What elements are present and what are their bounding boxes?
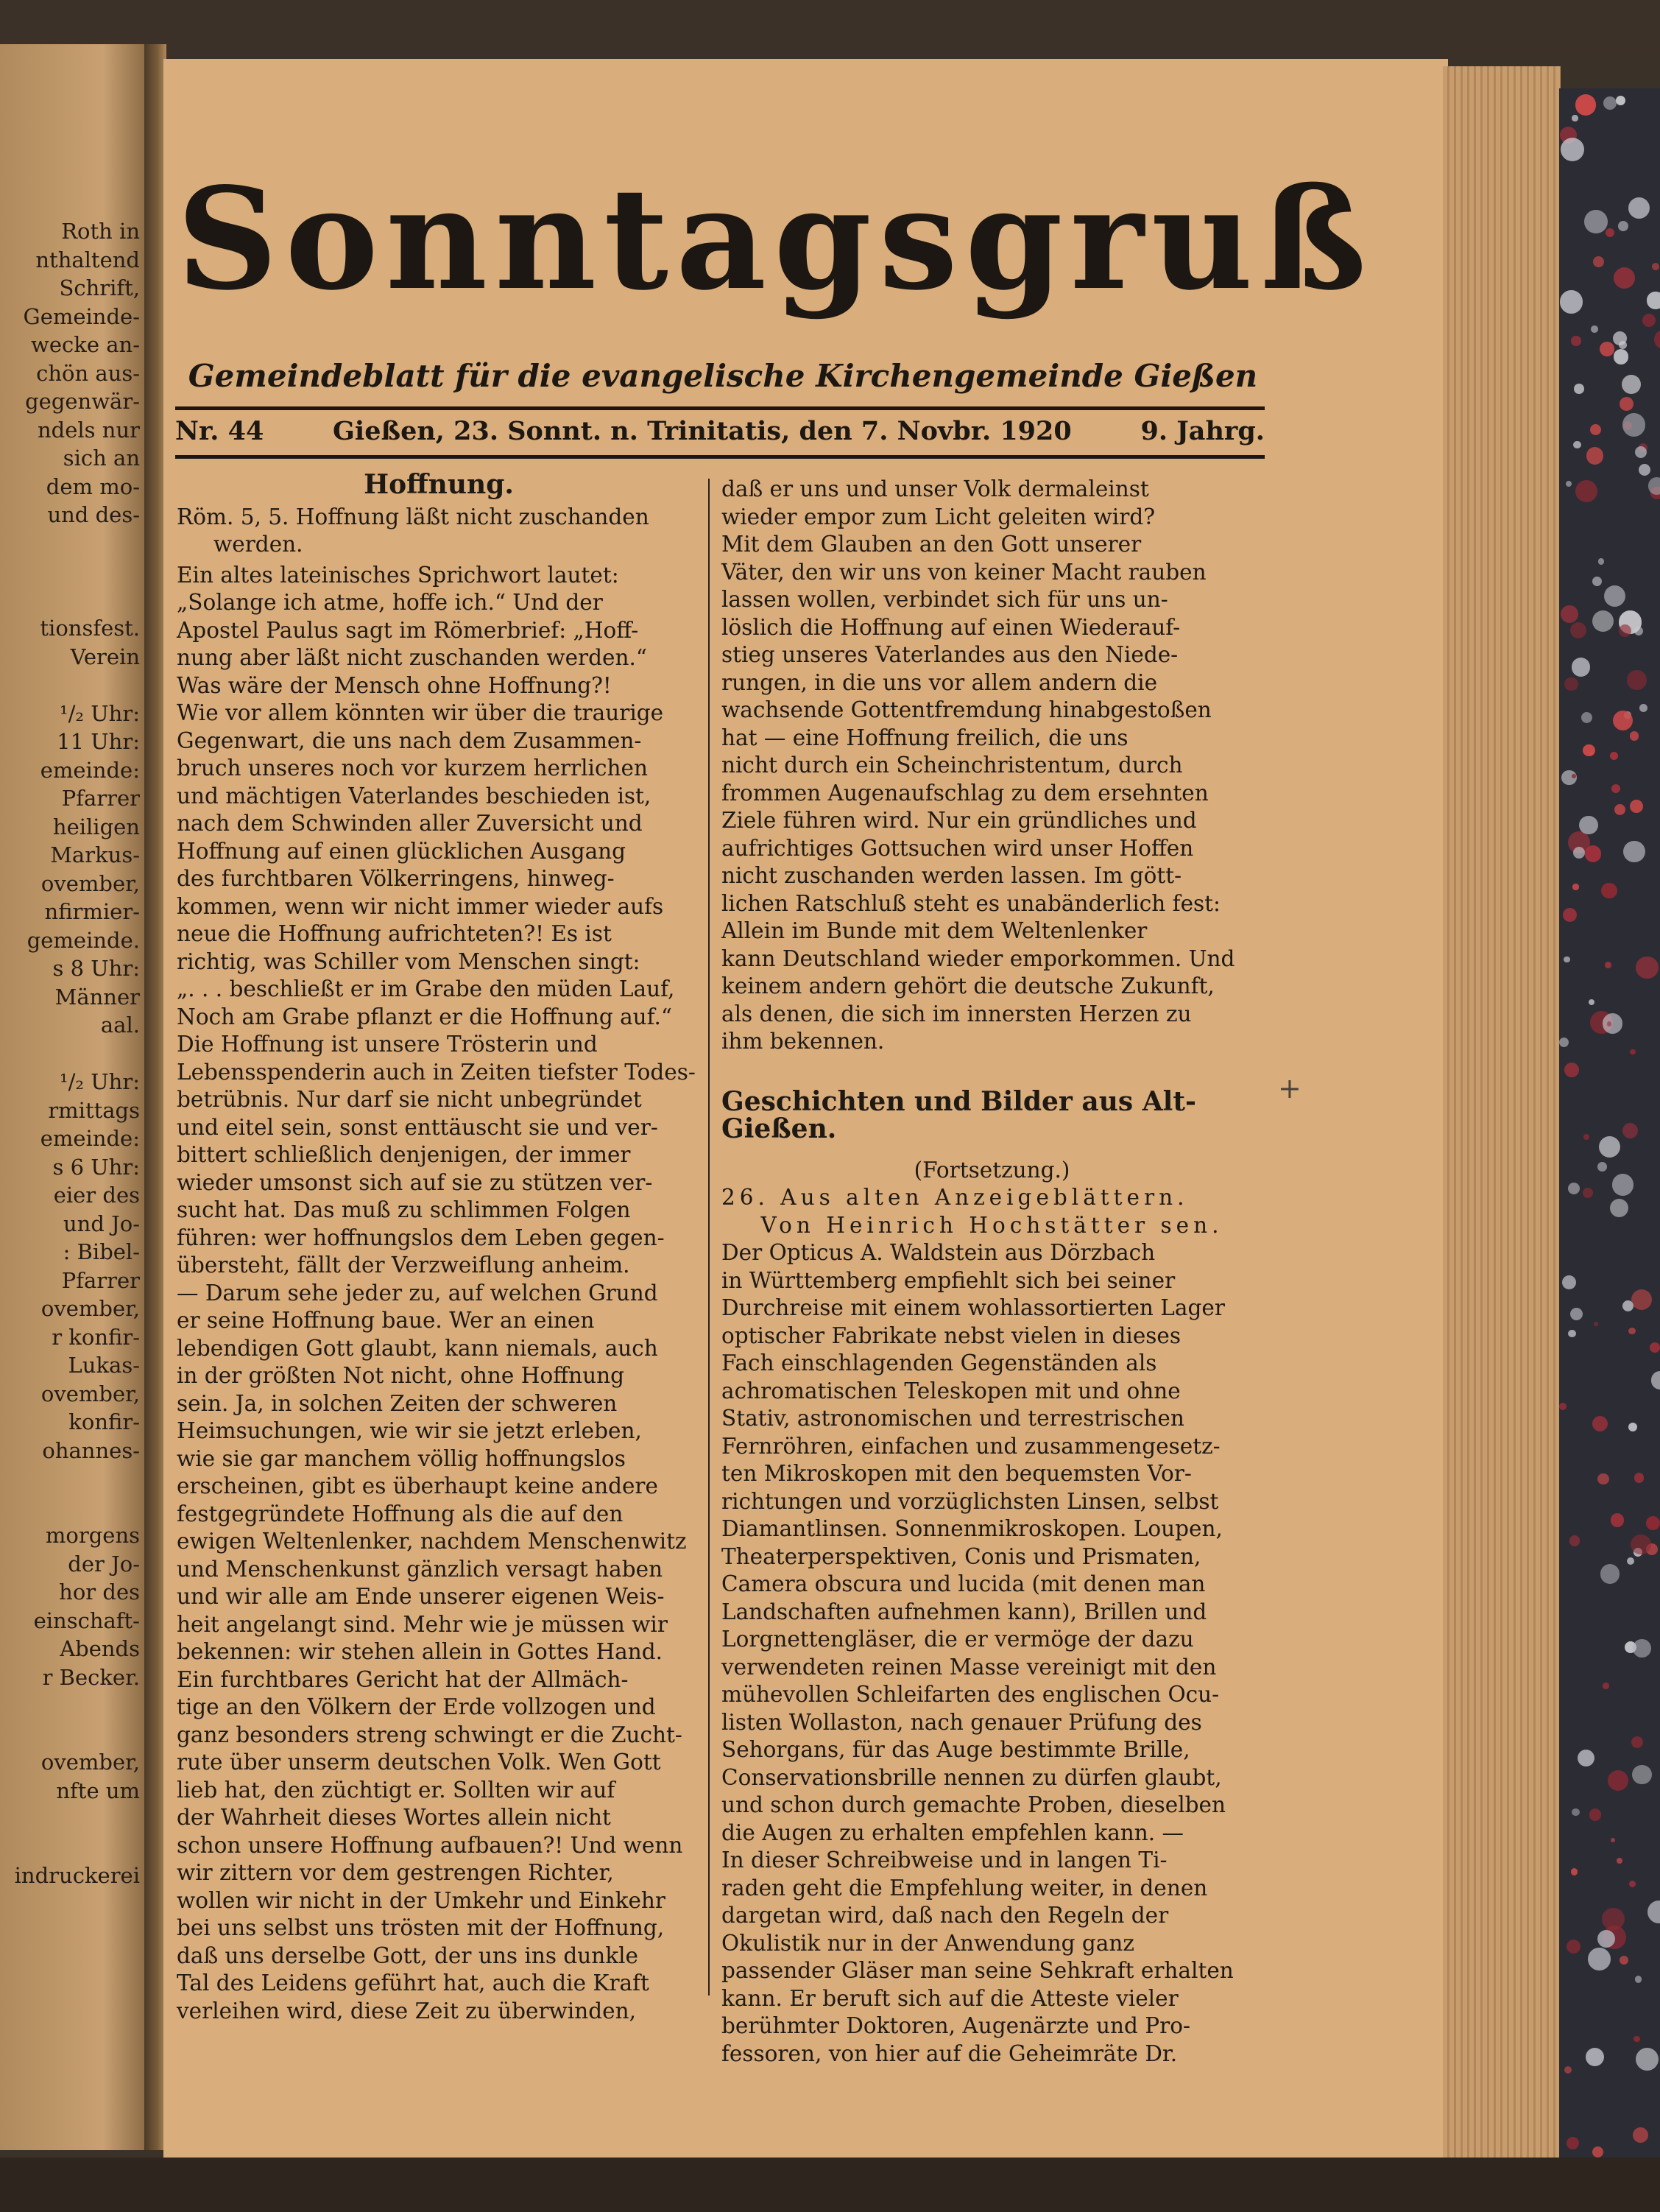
marble-spot — [1631, 1535, 1651, 1555]
marble-spot — [1627, 670, 1647, 690]
article-body-hoffnung — [177, 562, 701, 2026]
marble-spot — [1594, 1322, 1598, 1326]
marble-spot — [1581, 712, 1592, 723]
left-page-text-fragment: gemeinde. — [27, 927, 140, 953]
text-line: wir zittern vor dem gestrengen Richter, — [177, 1860, 614, 1885]
marble-spot — [1619, 624, 1631, 637]
left-page-text-fragment: rmittags — [48, 1097, 140, 1123]
left-facing-page — [0, 44, 147, 2150]
marble-spot — [1583, 1134, 1589, 1139]
marble-spot — [1572, 1808, 1579, 1816]
marble-spot — [1604, 585, 1625, 607]
scan-background-top — [0, 0, 1660, 59]
text-line: lichen Ratschluß steht es unabänderlich fest: — [721, 890, 1221, 916]
left-page-text-fragment: tionsfest. — [40, 616, 140, 641]
verse-line: werden. — [213, 532, 303, 557]
text-line: sucht hat. Das muß zu schlimmen Folgen — [177, 1197, 631, 1222]
marble-spot — [1602, 1908, 1624, 1930]
text-line: Fach einschlagenden Gegenständen als — [721, 1350, 1157, 1376]
marble-spot — [1639, 464, 1650, 476]
marble-spot — [1633, 2127, 1648, 2143]
text-line: er seine Hoffnung baue. Wer an einen — [177, 1308, 595, 1333]
text-line: nach dem Schwinden aller Zuversicht und — [177, 811, 643, 836]
left-page-text-fragment: 11 Uhr: — [57, 729, 140, 754]
marble-spot — [1592, 610, 1614, 632]
text-line: der Wahrheit dieses Wortes allein nicht — [177, 1805, 611, 1830]
text-line: Die Hoffnung ist unsere Trösterin und — [177, 1032, 598, 1057]
text-line: fessoren, von hier auf die Geheimräte Dr. — [721, 2040, 1178, 2066]
text-line: Was wäre der Mensch ohne Hoffnung?! — [177, 672, 612, 698]
text-line: kann. Er beruft sich auf die Atteste vieler — [721, 1985, 1179, 2011]
text-line: Stativ, astronomischen und terrestrischen — [721, 1406, 1184, 1431]
left-page-text-fragment: sich an — [63, 445, 140, 471]
marble-spot — [1564, 2066, 1572, 2074]
marble-spot — [1619, 341, 1627, 349]
verse-line: Röm. 5, 5. Hoffnung läßt nicht zuschanden — [177, 504, 649, 529]
text-line: Ein altes lateinisches Sprichwort lautet: — [177, 562, 619, 588]
marble-spot — [1572, 884, 1578, 890]
text-line: listen Wollaston, nach genauer Prüfung des — [721, 1709, 1202, 1735]
column-right — [721, 476, 1262, 2068]
marble-spot — [1561, 138, 1584, 161]
text-line: bittert schließlich denjenigen, der immer — [177, 1142, 631, 1167]
marble-spot — [1614, 267, 1635, 289]
text-line: verleihen wird, diese Zeit zu überwinden, — [177, 1998, 636, 2023]
marble-spot — [1574, 384, 1584, 394]
marble-spot — [1648, 477, 1660, 495]
text-line: lieb hat, den züchtigt er. Sollten wir auf — [177, 1777, 615, 1803]
text-line: bekennen: wir stehen allein in Gottes Hand. — [177, 1639, 663, 1664]
marble-spot — [1633, 1639, 1650, 1657]
text-line: passender Gläser man seine Sehkraft erhalten — [721, 1958, 1234, 1983]
marble-spot — [1591, 325, 1598, 333]
left-page-text-fragment: einschaft- — [33, 1607, 140, 1633]
marble-spot — [1618, 221, 1628, 231]
text-line: und eitel sein, sonst enttäuscht sie und ver- — [177, 1114, 658, 1140]
left-page-text-fragment: ¹/₂ Uhr: — [60, 1069, 140, 1094]
marble-spot — [1573, 441, 1580, 448]
text-line: Diamantlinsen. Sonnenmikroskopen. Loupen, — [721, 1516, 1223, 1541]
marble-spot — [1560, 290, 1583, 313]
text-line: des furchtbaren Völkerringens, hinweg- — [177, 866, 615, 891]
marble-spot — [1584, 210, 1608, 233]
left-page-text-fragment: ovember, — [40, 1381, 140, 1406]
marble-spot — [1564, 1063, 1579, 1077]
text-line: Tal des Leidens geführt hat, auch die Kraft — [177, 1970, 649, 1996]
text-line: daß uns derselbe Gott, der uns ins dunkle — [177, 1942, 638, 1968]
text-line: Fernröhren, einfachen und zusammengesetz- — [721, 1433, 1221, 1459]
text-line: nung aber läßt nicht zuschanden werden.“ — [177, 645, 647, 670]
left-page-text-fragment: konfir- — [68, 1409, 140, 1434]
marble-spot — [1639, 704, 1647, 712]
text-line: wollen wir nicht in der Umkehr und Einkehr — [177, 1887, 666, 1913]
marble-spot — [1636, 957, 1659, 979]
text-line: richtungen und vorzüglichsten Linsen, selbst — [721, 1488, 1219, 1514]
marble-spot — [1635, 1976, 1642, 1982]
marble-spot — [1623, 841, 1645, 862]
marble-spot — [1599, 1136, 1620, 1158]
marble-spot — [1642, 314, 1656, 327]
text-line: ganz besonders streng schwingt er die Zucht- — [177, 1722, 682, 1747]
text-line: festgegründete Hoffnung als die auf den — [177, 1501, 624, 1526]
left-page-text-fragment: ndels nur — [38, 417, 140, 443]
text-line: hat — eine Hoffnung freilich, die uns — [721, 725, 1129, 750]
marble-spot — [1603, 1013, 1623, 1034]
marble-spot — [1628, 197, 1650, 219]
left-page-text-fragment: aal. — [100, 1012, 140, 1038]
article-heading-alt-giessen: Geschichten und Bilder aus Alt-Gießen. — [721, 1085, 1196, 1144]
marble-spot — [1570, 622, 1586, 638]
marble-spot — [1630, 1049, 1636, 1055]
text-line: Wie vor allem könnten wir über die traurige — [177, 700, 664, 725]
text-line: keinem andern gehört die deutsche Zukunft, — [721, 973, 1215, 998]
marble-spot — [1614, 349, 1628, 364]
left-page-text-fragment: Gemeinde- — [23, 303, 140, 329]
left-page-text-fragment: emeinde: — [40, 757, 140, 783]
page-edges — [1443, 66, 1561, 2172]
text-line: frommen Augenaufschlag zu dem ersehnten — [721, 780, 1209, 806]
marble-spot — [1589, 751, 1594, 755]
text-line: lebendigen Gott glaubt, kann niemals, auch — [177, 1335, 658, 1361]
marble-spot — [1569, 1535, 1580, 1546]
left-page-text-fragment: dem mo- — [46, 473, 140, 499]
left-page-text-fragment: ovember, — [40, 1750, 140, 1775]
text-line: heit angelangt sind. Mehr wie je müssen wir — [177, 1611, 668, 1637]
text-line: Heimsuchungen, wie wir sie jetzt erleben, — [177, 1418, 642, 1443]
text-line: wie sie gar manchem völlig hoffnungslos — [177, 1445, 626, 1471]
marble-spot — [1647, 1901, 1660, 1923]
continued-note: (Fortsetzung.) — [914, 1157, 1070, 1183]
text-line: betrübnis. Nur darf sie nicht unbegründet — [177, 1087, 642, 1112]
text-line: aufrichtiges Gottsuchen wird unser Hoffen — [721, 835, 1194, 861]
marble-spot — [1572, 658, 1590, 676]
text-line: sein. Ja, in solchen Zeiten der schweren — [177, 1390, 618, 1416]
marble-spot — [1650, 1342, 1660, 1353]
text-line: Conservationsbrille nennen zu dürfen glaubt, — [721, 1764, 1222, 1790]
text-line: „. . . beschließt er im Grabe den müden Lauf, — [177, 976, 675, 1001]
marble-spot — [1575, 480, 1597, 502]
left-page-text-fragment: eier des — [53, 1183, 140, 1208]
marble-spot — [1654, 330, 1660, 349]
left-page-text-fragment: und Jo- — [63, 1211, 140, 1236]
masthead-subtitle: Gemeindeblatt für die evangelische Kirchengemeinde Gießen — [188, 358, 1258, 394]
text-line: kann Deutschland wieder emporkommen. Und — [721, 945, 1235, 971]
left-page-text-fragment: Männer — [54, 984, 140, 1010]
marble-spot — [1561, 605, 1578, 623]
text-line: richtig, was Schiller vom Menschen singt: — [177, 948, 640, 974]
text-line: Camera obscura und lucida (mit denen man — [721, 1571, 1206, 1596]
marble-spot — [1614, 804, 1625, 815]
left-page-text-fragment: : Bibel- — [63, 1239, 140, 1264]
left-page-text-fragment: nfirmier- — [44, 899, 140, 924]
text-line: Hoffnung auf einen glücklichen Ausgang — [177, 838, 626, 864]
marbled-cover — [1559, 88, 1660, 2212]
marble-spot — [1622, 1300, 1633, 1311]
text-line: rungen, in die uns vor allem andern die — [721, 669, 1158, 695]
marble-spot — [1589, 999, 1594, 1005]
left-page-text-fragment: wecke an- — [31, 332, 140, 357]
text-line: Ein furchtbares Gericht hat der Allmäch- — [177, 1666, 629, 1692]
text-line: ewigen Weltenlenker, nachdem Menschenwitz — [177, 1529, 687, 1554]
text-line: Landschaften aufnehmen kann), Brillen und — [721, 1599, 1207, 1624]
text-line: Noch am Grabe pflanzt er die Hoffnung auf.“ — [177, 1004, 673, 1029]
left-page-text-fragment: Schrift, — [59, 275, 140, 300]
marble-spot — [1631, 1736, 1643, 1748]
text-line: „Solange ich atme, hoffe ich.“ Und der — [177, 590, 603, 615]
marble-spot — [1622, 375, 1641, 394]
marble-spot — [1608, 1770, 1628, 1791]
text-line: mühevollen Schleifarten des englischen Ocu- — [721, 1682, 1220, 1707]
left-page-text-fragment: ovember, — [40, 870, 140, 896]
left-page-text-fragment: Lukas- — [68, 1353, 140, 1378]
marble-spot — [1632, 1765, 1652, 1785]
left-page-text-fragment: chön aus- — [36, 360, 140, 386]
marble-spot — [1586, 2048, 1604, 2066]
text-line: bei uns selbst uns trösten mit der Hoffnung, — [177, 1915, 665, 1940]
text-line: als denen, die sich im innersten Herzen zu — [721, 1001, 1192, 1026]
text-line: wieder umsonst sich auf sie zu stützen ver- — [177, 1169, 653, 1195]
marble-spot — [1573, 847, 1585, 859]
marble-spot — [1571, 336, 1581, 346]
marble-spot — [1616, 96, 1625, 105]
text-line: Der Opticus A. Waldstein aus Dörzbach — [721, 1240, 1156, 1265]
marble-spot — [1651, 1371, 1660, 1389]
marble-spot — [1592, 1416, 1608, 1431]
left-page-text-fragment: ohannes- — [42, 1437, 140, 1463]
marble-spot — [1630, 800, 1643, 813]
marble-spot — [1633, 2036, 1640, 2043]
text-line: erscheinen, gibt es überhaupt keine andere — [177, 1473, 658, 1498]
text-line: Mit dem Glauben an den Gott unserer — [721, 532, 1142, 557]
marble-spot — [1567, 2137, 1579, 2149]
text-line: dargetan wird, daß nach den Regeln der — [721, 1903, 1169, 1928]
text-line: nicht durch ein Scheinchristentum, durch — [721, 753, 1183, 778]
marble-spot — [1628, 1328, 1635, 1334]
masthead-rule-bottom — [175, 455, 1265, 459]
marble-spot — [1586, 447, 1603, 464]
marble-spot — [1612, 1174, 1633, 1195]
marble-spot — [1588, 1948, 1611, 1970]
left-page-text-fragment: Abends — [60, 1636, 140, 1661]
text-line: lassen wollen, verbindet sich für uns un- — [721, 587, 1168, 612]
left-page-text-fragment: r Becker. — [42, 1664, 140, 1690]
left-page-text-fragment: ovember, — [40, 1296, 140, 1321]
text-line: In dieser Schreibweise und in langen Ti- — [721, 1848, 1168, 1873]
marble-spot — [1617, 1858, 1622, 1864]
marble-spot — [1583, 1188, 1593, 1198]
left-page-text-fragment: s 8 Uhr: — [52, 956, 140, 981]
marble-spot — [1570, 1308, 1583, 1320]
masthead-title: Sonntagsgruß — [177, 157, 1374, 321]
marble-spot — [1646, 1516, 1660, 1530]
left-page-text-fragment: Markus- — [50, 842, 140, 867]
text-line: übersteht, fällt der Verzweiflung anheim. — [177, 1253, 630, 1278]
scan-background-bottom — [0, 2158, 1660, 2212]
left-page-text-fragment: gegenwär- — [25, 389, 140, 414]
text-line: optischer Fabrikate nebst vielen in dieses — [721, 1322, 1182, 1348]
text-line: und Menschenkunst gänzlich versagt haben — [177, 1556, 663, 1582]
marble-spot — [1572, 115, 1578, 121]
left-page-text-fragment: indruckerei — [14, 1863, 140, 1888]
issue-volume: 9. Jahrg. — [1140, 416, 1265, 446]
left-page-text-fragment: s 6 Uhr: — [52, 1154, 140, 1180]
left-page-text-fragment: r konfir- — [52, 1324, 140, 1350]
left-page-text-fragment: und des- — [47, 502, 140, 527]
left-page-text-fragment: ¹/₂ Uhr: — [60, 700, 140, 726]
text-line: wieder empor zum Licht geleiten wird? — [721, 504, 1156, 529]
marble-spot — [1568, 1330, 1575, 1337]
text-line: Lorgnettengläser, die er vermöge der dazu — [721, 1627, 1194, 1652]
text-line: und mächtigen Vaterlandes beschieden ist, — [177, 783, 651, 809]
marble-spot — [1593, 256, 1604, 267]
marble-spot — [1613, 711, 1633, 730]
text-line: in der größten Not nicht, ohne Hoffnung — [177, 1363, 625, 1388]
bible-verse — [177, 504, 701, 559]
marble-spot — [1622, 413, 1646, 437]
marble-spot — [1559, 1403, 1567, 1410]
text-line: wachsende Gottentfremdung hinabgestoßen — [721, 697, 1212, 722]
marble-spot — [1611, 784, 1620, 793]
marble-spot — [1598, 558, 1605, 565]
text-line: bruch unseres noch vor kurzem herrlichen — [177, 755, 648, 781]
marble-spot — [1605, 962, 1611, 968]
text-line: ihm bekennen. — [721, 1029, 885, 1054]
masthead-rule-top — [175, 406, 1265, 410]
text-line: Theaterperspektiven, Conis und Prismaten, — [721, 1543, 1201, 1569]
text-line: nicht zuschanden werden lassen. Im gött- — [721, 863, 1182, 888]
marble-spot — [1563, 908, 1577, 922]
marble-spot — [1600, 1564, 1620, 1583]
text-line: Durchreise mit einem wohlassortierten Lager — [721, 1295, 1225, 1320]
marble-spot — [1652, 263, 1659, 270]
marble-spot — [1611, 1838, 1616, 1843]
marble-spot — [1631, 1289, 1652, 1310]
left-page-text-fragment: der Jo- — [68, 1551, 140, 1577]
text-line: daß er uns und unser Volk dermaleinst — [721, 476, 1149, 501]
marble-spot — [1590, 424, 1601, 435]
marble-spot — [1567, 1940, 1580, 1954]
text-line: ten Mikroskopen mit den bequemsten Vor- — [721, 1461, 1192, 1486]
marble-spot — [1630, 731, 1639, 740]
article-continuation-hoffnung — [721, 476, 1262, 1056]
marble-spot — [1600, 342, 1614, 356]
marble-spot — [1592, 577, 1602, 586]
marble-spot — [1568, 1183, 1580, 1194]
left-page-text-fragment: Pfarrer — [61, 786, 140, 811]
marble-spot — [1579, 816, 1598, 835]
text-line: Sehorgans, für das Auge bestimmte Brille, — [721, 1737, 1190, 1762]
text-line: in Württemberg empfiehlt sich bei seiner — [721, 1267, 1176, 1293]
marble-spot — [1610, 1199, 1628, 1217]
text-line: stieg unseres Vaterlandes aus den Niede- — [721, 642, 1179, 667]
marble-spot — [1564, 677, 1578, 691]
marble-spot — [1601, 883, 1617, 899]
marble-spot — [1589, 1808, 1602, 1821]
marble-spot — [1634, 1473, 1644, 1482]
marble-spot — [1566, 481, 1572, 487]
text-line: kommen, wenn wir nicht immer wieder aufs — [177, 893, 664, 919]
left-page-text-fragment: hor des — [59, 1579, 140, 1605]
text-line: Lebensspenderin auch in Zeiten tiefster Todes- — [177, 1059, 696, 1085]
byline: Von Heinrich Hochstätter sen. — [760, 1212, 1223, 1238]
marble-spot — [1611, 1513, 1624, 1526]
text-line: verwendeten reinen Masse vereinigt mit den — [721, 1654, 1217, 1680]
text-line: Allein im Bunde mit dem Weltenlenker — [721, 918, 1148, 943]
issue-number: Nr. 44 — [175, 416, 264, 446]
marble-spot — [1578, 1750, 1594, 1767]
left-page-text-fragment: heiligen — [52, 814, 140, 839]
left-page-text-fragment: emeinde: — [40, 1126, 140, 1151]
text-line: raden geht die Empfehlung weiter, in denen — [721, 1875, 1208, 1901]
text-line: und wir alle am Ende unserer eigenen Weis- — [177, 1584, 665, 1609]
marble-spot — [1606, 228, 1614, 237]
left-page-text-fragment: morgens — [45, 1523, 140, 1548]
text-line: neue die Hoffnung aufrichteten?! Es ist — [177, 921, 612, 946]
left-page-text-fragment: Verein — [70, 644, 140, 669]
marble-spot — [1647, 292, 1660, 309]
left-page-text-fragment: nthaltend — [35, 247, 140, 272]
left-page-text-fragment: nfte um — [56, 1778, 140, 1803]
marble-spot — [1592, 2146, 1603, 2158]
marble-spot — [1603, 1683, 1609, 1689]
margin-mark: + — [1278, 1072, 1301, 1105]
text-line: berühmter Doktoren, Augenärzte und Pro- — [721, 2013, 1190, 2038]
text-line: — Darum sehe jeder zu, auf welchen Grund — [177, 1280, 658, 1306]
marble-spot — [1610, 752, 1618, 760]
issue-line — [175, 416, 1265, 446]
marble-spot — [1603, 96, 1617, 110]
text-line: und schon durch gemachte Proben, dieselben — [721, 1792, 1226, 1817]
marble-spot — [1564, 957, 1569, 962]
section-title: 26. Aus alten Anzeigeblättern. — [721, 1185, 1189, 1210]
issue-place-date: Gießen, 23. Sonnt. n. Trinitatis, den 7. Novbr. 1920 — [333, 416, 1072, 446]
marble-spot — [1628, 1423, 1637, 1431]
marble-spot — [1559, 1038, 1569, 1047]
text-line: Väter, den wir uns von keiner Macht rauben — [721, 559, 1207, 585]
text-line: löslich die Hoffnung auf einen Wiederauf- — [721, 614, 1181, 640]
marble-spot — [1571, 1868, 1578, 1875]
article-heading-hoffnung: Hoffnung. — [364, 469, 514, 500]
left-page-text-fragment: Pfarrer — [61, 1267, 140, 1293]
marble-spot — [1622, 1123, 1638, 1138]
text-line: Okulistik nur in der Anwendung ganz — [721, 1930, 1134, 1956]
marble-spot — [1629, 1881, 1636, 1887]
left-page-text-fragment: Roth in — [61, 219, 140, 244]
text-line: rute über unserm deutschen Volk. Wen Gott — [177, 1750, 661, 1775]
marble-spot — [1597, 1473, 1608, 1484]
text-line: schon unsere Hoffnung aufbauen?! Und wenn — [177, 1832, 683, 1858]
text-line: Apostel Paulus sagt im Römerbrief: „Hoff- — [177, 617, 639, 643]
marble-spot — [1620, 397, 1633, 411]
marble-spot — [1575, 94, 1597, 116]
column-left — [177, 471, 701, 2025]
marble-spot — [1636, 2048, 1659, 2071]
article-body-alt-giessen — [721, 1239, 1262, 2068]
marble-spot — [1620, 1956, 1628, 1965]
marble-spot — [1627, 1557, 1634, 1565]
text-line: führen: wer hoffnungslos dem Leben gegen- — [177, 1225, 665, 1250]
marble-spot — [1597, 1162, 1607, 1172]
marble-spot — [1562, 1275, 1576, 1289]
text-line: tige an den Völkern der Erde vollzogen und — [177, 1694, 656, 1719]
text-line: achromatischen Teleskopen mit und ohne — [721, 1378, 1181, 1403]
text-line: Ziele führen wird. Nur ein gründliches und — [721, 808, 1197, 833]
text-line: Gegenwart, die uns nach dem Zusammen- — [177, 728, 642, 753]
marble-spot — [1635, 446, 1647, 458]
column-divider — [708, 479, 710, 1996]
text-line: die Augen zu erhalten empfehlen kann. — — [721, 1820, 1184, 1845]
